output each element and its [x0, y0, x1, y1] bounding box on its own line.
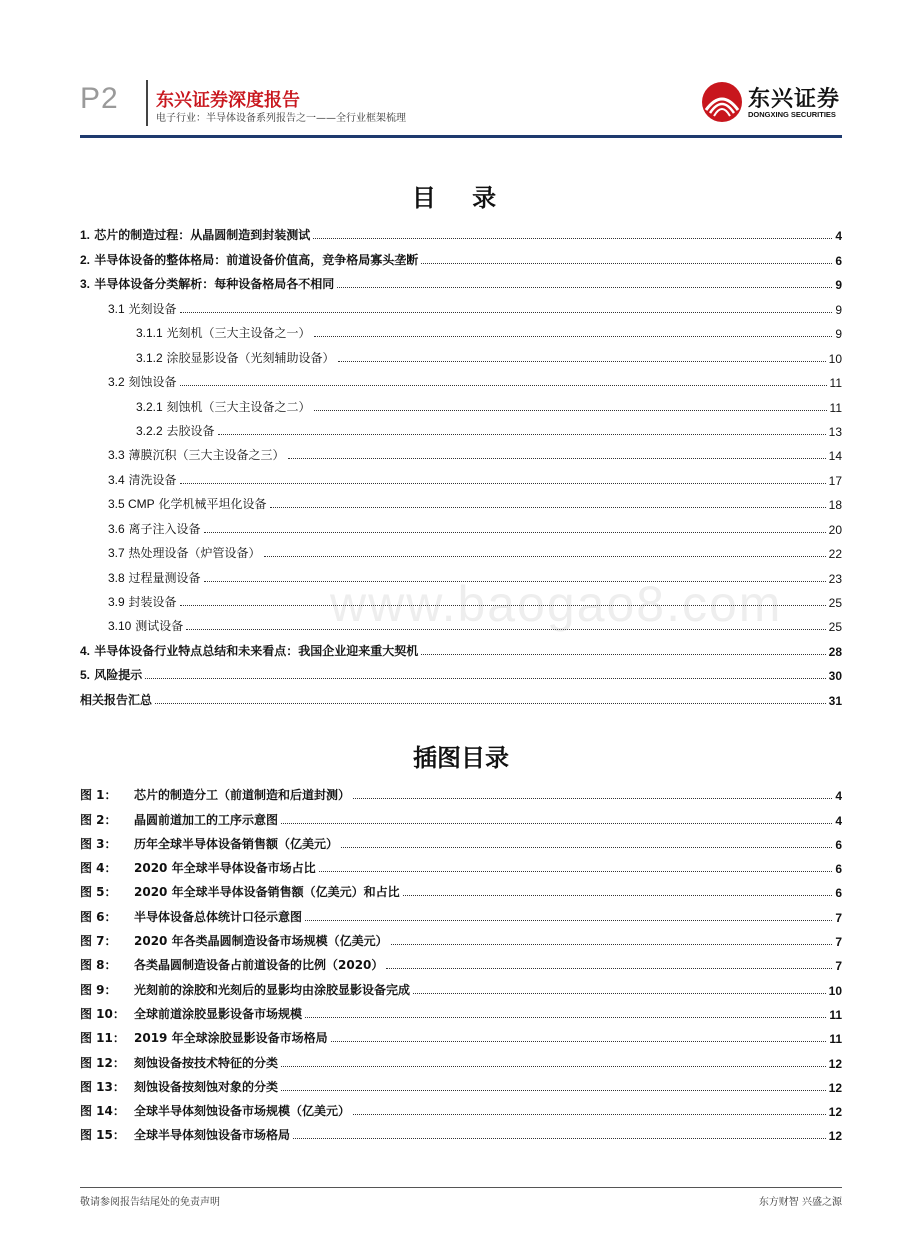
toc-entry-text: 半导体设备的整体格局：前道设备价值高，竞争格局寡头垄断	[94, 252, 419, 267]
toc-entry-number: 2.	[80, 252, 91, 267]
dot-leader	[281, 1090, 826, 1091]
dot-leader	[204, 532, 826, 533]
toc-entry-page: 17	[828, 473, 842, 488]
figure-entry-label	[80, 932, 388, 949]
header-divider	[146, 80, 148, 126]
toc-entry-number: 3.5 CMP	[108, 497, 155, 512]
watermark: www.baogao8.com	[330, 576, 783, 632]
figure-entry-text: 刻蚀设备按技术特征的分类	[134, 1055, 279, 1070]
figure-entry[interactable]	[80, 803, 842, 827]
toc-entry-page: 13	[828, 424, 842, 439]
toc-entry[interactable]	[80, 488, 842, 512]
toc-entry-text: 涂胶显影设备（光刻辅助设备）	[166, 350, 335, 365]
toc-entry-page: 4	[835, 229, 842, 244]
dot-leader	[319, 871, 833, 872]
figure-entry-label	[80, 981, 410, 998]
toc-entry-label	[108, 300, 177, 317]
figure-entry[interactable]	[80, 973, 842, 997]
toc-entry-label	[80, 642, 418, 659]
figure-entry-label	[80, 811, 278, 828]
toc-entry-page: 9	[835, 278, 842, 293]
toc-entry-text: 光刻机（三大主设备之一）	[166, 326, 311, 341]
toc-entry-text: 薄膜沉积（三大主设备之三）	[128, 448, 285, 463]
figure-entry-label	[80, 1005, 302, 1022]
toc-entry-number: 3.10	[108, 619, 132, 634]
toc-entry-text: 半导体设备分类解析：每种设备格局各不相同	[94, 277, 335, 292]
figure-entry-text: 2020 年各类晶圆制造设备市场规模（亿美元）	[134, 934, 388, 949]
dot-leader	[391, 944, 833, 945]
figure-entry-page: 11	[829, 1032, 842, 1047]
toc-list	[80, 219, 842, 708]
toc-entry-text: 风险提示	[94, 668, 143, 683]
figure-entry-text: 2019 年全球涂胶显影设备市场格局	[134, 1031, 328, 1046]
toc-entry-page: 11	[829, 376, 842, 391]
toc-entry[interactable]	[80, 415, 842, 439]
toc-entry-number: 3.4	[108, 472, 125, 487]
figure-entry-text: 刻蚀设备按刻蚀对象的分类	[134, 1079, 279, 1094]
dongxing-logo-icon	[700, 80, 744, 124]
dot-leader	[337, 287, 832, 288]
figure-entry-label	[80, 835, 338, 852]
toc-entry-page: 11	[829, 400, 842, 415]
toc-entry-page: 28	[828, 644, 842, 659]
dot-leader	[264, 556, 826, 557]
toc-entry-page: 9	[835, 302, 842, 317]
dot-leader	[270, 507, 826, 508]
toc-entry[interactable]	[80, 243, 842, 267]
dot-leader	[403, 895, 833, 896]
toc-entry-label	[136, 324, 311, 341]
dot-leader	[353, 798, 832, 799]
toc-entry-label	[80, 275, 334, 292]
toc-entry-page: 6	[835, 253, 842, 268]
figure-entry-page: 12	[828, 1056, 842, 1071]
toc-entry-label	[108, 569, 201, 586]
toc-entry-label	[108, 520, 201, 537]
figure-entry-label	[80, 1078, 278, 1095]
toc-entry-label	[136, 422, 215, 439]
toc-entry-page: 25	[828, 620, 842, 635]
toc-entry-label	[108, 373, 177, 390]
toc-entry[interactable]	[80, 537, 842, 561]
figure-entry[interactable]	[80, 1095, 842, 1119]
toc-entry-page: 14	[828, 449, 842, 464]
dot-leader	[353, 1114, 826, 1115]
figure-entry-label	[80, 859, 316, 876]
figure-entry-page: 6	[835, 837, 842, 852]
toc-entry-number: 5.	[80, 668, 91, 683]
toc-entry-label	[80, 666, 142, 683]
figure-entry-page: 6	[835, 862, 842, 877]
figure-entry-number: 图 9：	[80, 982, 117, 997]
dot-leader	[218, 434, 826, 435]
dot-leader	[180, 312, 833, 313]
dot-leader	[341, 847, 832, 848]
figure-entry-label	[80, 883, 400, 900]
toc-entry-page: 9	[835, 327, 842, 342]
dot-leader	[305, 920, 832, 921]
report-title: 东兴证券深度报告	[156, 90, 300, 111]
page-number: P2	[80, 82, 119, 115]
dot-leader	[288, 458, 826, 459]
figure-entry-text: 全球前道涂胶显影设备市场规模	[134, 1006, 303, 1021]
toc-entry-number: 3.7	[108, 546, 125, 561]
toc-entry-number: 3.2	[108, 375, 125, 390]
toc-entry-page: 22	[828, 547, 842, 562]
figure-entry[interactable]	[80, 925, 842, 949]
toc-entry-text: 离子注入设备	[128, 521, 201, 536]
toc-entry[interactable]	[80, 341, 842, 365]
toc-entry-text: 去胶设备	[166, 423, 215, 438]
toc-entry-page: 20	[828, 522, 842, 537]
toc-entry-page: 31	[828, 693, 842, 708]
toc-entry-number: 3.6	[108, 521, 125, 536]
dot-leader	[331, 1041, 827, 1042]
toc-entry-page: 25	[828, 596, 842, 610]
dot-leader	[386, 968, 832, 969]
figure-entry-label	[80, 1102, 350, 1119]
report-subtitle: 电子行业：半导体设备系列报告之一——全行业框架梳理	[156, 113, 406, 124]
page-header	[0, 0, 920, 140]
toc-entry[interactable]	[80, 390, 842, 414]
figure-entry[interactable]	[80, 1071, 842, 1095]
figure-entry-page: 4	[835, 813, 842, 828]
toc-entry-page: 23	[828, 571, 842, 586]
figure-entry-number: 图 14：	[80, 1104, 125, 1119]
footer-slogan: 东方财智 兴盛之源	[758, 1197, 842, 1208]
figure-entry-number: 图 3：	[80, 836, 117, 851]
figure-entry-number: 图 4：	[80, 861, 117, 876]
figure-entry[interactable]	[80, 852, 842, 876]
figure-entry-page: 4	[835, 789, 842, 804]
toc-entry-text: 清洗设备	[128, 472, 177, 487]
dot-leader	[281, 1066, 826, 1067]
toc-entry-page: 10	[828, 351, 842, 366]
dot-leader	[338, 361, 826, 362]
toc-entry-text: 芯片的制造过程：从晶圆制造到封装测试	[94, 228, 311, 243]
footer-rule	[80, 1187, 842, 1188]
toc-entry-number: 3.	[80, 277, 91, 292]
figure-entry[interactable]	[80, 828, 842, 852]
dot-leader	[180, 483, 826, 484]
figure-entry-label	[80, 1126, 290, 1143]
toc-entry-label	[108, 495, 267, 512]
toc-entry-label	[108, 593, 177, 610]
dot-leader	[305, 1017, 826, 1018]
logo-text-cn: 东兴证券	[748, 87, 841, 112]
toc-entry-number: 3.2.1	[136, 399, 163, 414]
dot-leader	[413, 993, 826, 994]
dot-leader	[314, 336, 833, 337]
figure-entry-page: 7	[835, 910, 842, 925]
figure-entry-label	[80, 1029, 328, 1046]
toc-entry-number: 3.1.2	[136, 350, 163, 365]
toc-entry-number: 3.3	[108, 448, 125, 463]
toc-entry-label	[136, 398, 311, 415]
figure-entry-number: 图 7：	[80, 934, 117, 949]
figure-entry-number: 图 13：	[80, 1079, 125, 1094]
figure-list-title: 插图目录	[413, 744, 509, 772]
toc-entry[interactable]	[80, 463, 842, 487]
figure-entry-page: 12	[828, 1105, 842, 1120]
toc-entry-label	[108, 544, 261, 561]
toc-entry-number: 1.	[80, 228, 91, 243]
toc-entry[interactable]	[80, 366, 842, 390]
figure-entry[interactable]	[80, 949, 842, 973]
figure-entry-number: 图 2：	[80, 812, 117, 827]
figure-entry-number: 图 12：	[80, 1055, 125, 1070]
toc-entry-number: 3.2.2	[136, 423, 163, 438]
toc-entry-number: 4.	[80, 643, 91, 658]
figure-entry-number: 图 10：	[80, 1006, 125, 1021]
dot-leader	[155, 703, 826, 704]
figure-entry-text: 2020 年全球半导体设备销售额（亿美元）和占比	[134, 885, 400, 900]
toc-entry-label	[108, 471, 177, 488]
figure-entry-label	[80, 786, 350, 803]
toc-entry-number: 3.1.1	[136, 326, 163, 341]
company-logo	[700, 80, 850, 130]
toc-entry-label	[80, 691, 152, 708]
dot-leader	[293, 1138, 826, 1139]
toc-entry-label	[80, 226, 310, 243]
figure-entry-text: 全球半导体刻蚀设备市场规模（亿美元）	[134, 1104, 351, 1119]
figure-entry-page: 11	[829, 1007, 842, 1022]
dot-leader	[313, 238, 832, 239]
toc-entry[interactable]	[80, 634, 842, 658]
figure-list	[80, 779, 842, 1143]
toc-entry-page: 18	[828, 498, 842, 513]
figure-entry-text: 光刻前的涂胶和光刻后的显影均由涂胶显影设备完成	[134, 982, 411, 997]
figure-entry[interactable]	[80, 1046, 842, 1070]
toc-entry-number: 3.8	[108, 570, 125, 585]
figure-entry-number: 图 8：	[80, 958, 117, 973]
dot-leader	[180, 385, 827, 386]
figure-entry-page: 12	[828, 1129, 842, 1144]
toc-title: 目 录	[411, 184, 511, 212]
toc-entry-text: 刻蚀设备	[128, 375, 177, 390]
figure-entry-page: 6	[835, 886, 842, 901]
figure-entry[interactable]	[80, 779, 842, 803]
figure-entry-text: 半导体设备总体统计口径示意图	[134, 909, 303, 924]
toc-entry[interactable]	[80, 317, 842, 341]
toc-entry[interactable]	[80, 683, 842, 707]
toc-entry-label	[108, 446, 285, 463]
figure-entry-page: 7	[835, 935, 842, 950]
dot-leader	[145, 678, 825, 679]
figure-entry-text: 历年全球半导体设备销售额（亿美元）	[134, 836, 339, 851]
toc-entry-label	[108, 617, 183, 634]
figure-entry[interactable]	[80, 900, 842, 924]
toc-entry[interactable]	[80, 439, 842, 463]
toc-entry-text: 化学机械平坦化设备	[158, 497, 267, 512]
figure-entry-label	[80, 908, 302, 925]
figure-entry-number: 图 1：	[80, 788, 117, 803]
figure-entry-text: 晶圆前道加工的工序示意图	[134, 812, 279, 827]
dot-leader	[421, 263, 832, 264]
toc-entry-text: 测试设备	[135, 619, 184, 634]
logo-text-en: DONGXING SECURITIES	[748, 110, 836, 119]
figure-entry-text: 芯片的制造分工（前道制造和后道封测）	[134, 788, 351, 803]
figure-entry-page: 12	[828, 1080, 842, 1095]
figure-entry-page: 10	[828, 983, 842, 998]
footer-disclaimer: 敬请参阅报告结尾处的免责声明	[80, 1197, 220, 1208]
toc-entry[interactable]	[80, 659, 842, 683]
toc-entry-text: 半导体设备行业特点总结和未来看点：我国企业迎来重大契机	[94, 643, 419, 658]
toc-entry-label	[136, 349, 335, 366]
figure-entry-number: 图 6：	[80, 909, 117, 924]
figure-entry-number: 图 5：	[80, 885, 117, 900]
figure-entry-text: 各类晶圆制造设备占前道设备的比例（2020）	[134, 958, 384, 973]
toc-entry-number: 3.9	[108, 595, 125, 609]
figure-entry-label	[80, 1054, 278, 1071]
toc-entry[interactable]	[80, 292, 842, 316]
toc-entry[interactable]	[80, 268, 842, 292]
toc-entry[interactable]	[80, 512, 842, 536]
toc-entry-number: 3.1	[108, 301, 125, 316]
figure-entry-text: 全球半导体刻蚀设备市场格局	[134, 1128, 291, 1143]
figure-entry[interactable]	[80, 998, 842, 1022]
toc-entry-text: 光刻设备	[128, 301, 177, 316]
toc-entry-text: 刻蚀机（三大主设备之二）	[166, 399, 311, 414]
dot-leader	[421, 654, 825, 655]
toc-entry-text: 热处理设备（炉管设备）	[128, 546, 261, 561]
figure-entry-number: 图 15：	[80, 1128, 125, 1143]
dot-leader	[314, 410, 827, 411]
toc-entry-label	[80, 251, 418, 268]
figure-entry-number: 图 11：	[80, 1031, 125, 1046]
toc-entry-text: 过程量测设备	[128, 570, 201, 585]
dot-leader	[281, 823, 832, 824]
figure-entry[interactable]	[80, 1119, 842, 1143]
toc-entry-page: 30	[828, 669, 842, 684]
figure-entry-label	[80, 956, 383, 973]
header-rule	[80, 135, 842, 138]
figure-entry[interactable]	[80, 876, 842, 900]
figure-entry[interactable]	[80, 1022, 842, 1046]
figure-entry-text: 2020 年全球半导体设备市场占比	[134, 861, 316, 876]
toc-entry-text: 相关报告汇总	[80, 692, 153, 707]
toc-entry[interactable]	[80, 219, 842, 243]
toc-entry-text: 封装设备	[128, 595, 177, 609]
figure-entry-page: 7	[835, 959, 842, 974]
